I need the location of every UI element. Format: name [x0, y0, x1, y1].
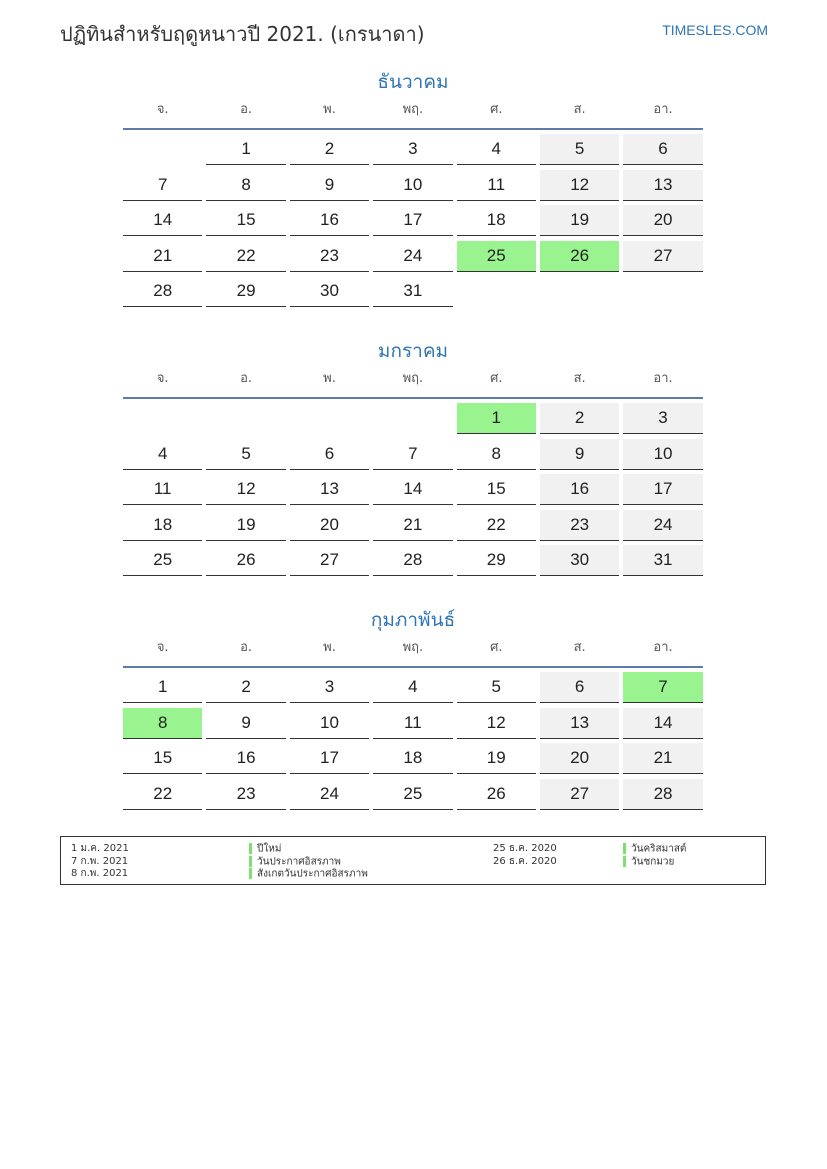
header-divider — [123, 397, 703, 399]
day-cell: 29 — [206, 276, 285, 307]
legend-holiday-name: วันประกาศอิสรภาพ — [257, 856, 341, 867]
legend-date: 7 ก.พ. 2021 — [71, 855, 129, 867]
day-cell: 10 — [373, 170, 452, 201]
day-cell: 5 — [540, 134, 619, 165]
day-grid — [123, 403, 703, 581]
day-cell: 19 — [540, 205, 619, 236]
empty-cell — [623, 276, 702, 306]
weekday-label: ศ. — [490, 640, 503, 655]
day-cell: 1 — [123, 672, 202, 703]
day-cell: 11 — [457, 170, 536, 201]
weekday-label: อ. — [240, 102, 253, 117]
day-cell: 9 — [540, 439, 619, 470]
empty-cell — [457, 276, 536, 306]
day-cell: 12 — [206, 474, 285, 505]
month-title: ธันวาคม — [377, 71, 449, 93]
holiday-color-mark — [623, 856, 626, 867]
holiday-day-cell: 26 — [540, 241, 619, 272]
day-cell: 20 — [290, 510, 369, 541]
legend-date: 26 ธ.ค. 2020 — [493, 855, 557, 867]
day-cell: 22 — [123, 779, 202, 810]
page-header — [60, 18, 768, 48]
brand-link[interactable]: TIMESLES.COM — [662, 22, 768, 38]
legend-date: 25 ธ.ค. 2020 — [493, 843, 557, 854]
day-grid — [123, 672, 703, 814]
weekday-label: พฤ. — [402, 102, 424, 117]
day-cell: 4 — [123, 439, 202, 470]
day-cell: 25 — [123, 545, 202, 576]
weekday-label: พ. — [323, 102, 336, 117]
legend-date: 1 ม.ค. 2021 — [71, 843, 129, 854]
day-cell: 13 — [290, 474, 369, 505]
empty-cell — [373, 403, 452, 433]
day-cell: 24 — [623, 510, 702, 541]
legend-holiday-name: วันคริสมาสต์ — [631, 843, 687, 855]
day-cell: 5 — [206, 439, 285, 470]
day-cell: 3 — [290, 672, 369, 703]
day-cell: 21 — [373, 510, 452, 541]
month-january — [123, 335, 703, 581]
weekday-label: จ. — [156, 640, 169, 655]
month-december — [123, 66, 703, 312]
day-cell: 10 — [290, 708, 369, 739]
day-cell: 5 — [457, 672, 536, 703]
day-grid — [123, 134, 703, 312]
weekday-label: ส. — [573, 640, 586, 655]
empty-cell — [123, 134, 202, 164]
day-cell: 16 — [290, 205, 369, 236]
day-cell: 15 — [123, 743, 202, 774]
day-cell: 20 — [540, 743, 619, 774]
day-cell: 3 — [373, 134, 452, 165]
empty-cell — [540, 276, 619, 306]
day-cell: 24 — [290, 779, 369, 810]
day-cell: 6 — [290, 439, 369, 470]
day-cell: 6 — [540, 672, 619, 703]
weekday-label: ศ. — [490, 102, 503, 117]
day-cell: 13 — [540, 708, 619, 739]
legend-dates-right — [493, 843, 557, 868]
day-cell: 6 — [623, 134, 702, 165]
day-cell: 22 — [206, 241, 285, 272]
day-cell: 18 — [373, 743, 452, 774]
weekday-label: ส. — [573, 102, 586, 117]
day-cell: 15 — [206, 205, 285, 236]
day-cell: 8 — [206, 170, 285, 201]
day-cell: 28 — [623, 779, 702, 810]
day-cell: 11 — [123, 474, 202, 505]
holiday-day-cell: 8 — [123, 708, 202, 739]
day-cell: 3 — [623, 403, 702, 434]
holiday-day-cell: 1 — [457, 403, 536, 434]
day-cell: 4 — [373, 672, 452, 703]
day-cell: 12 — [540, 170, 619, 201]
weekday-header — [123, 367, 703, 391]
holiday-color-mark — [249, 856, 252, 867]
day-cell: 21 — [123, 241, 202, 272]
holiday-day-cell: 25 — [457, 241, 536, 272]
day-cell: 31 — [373, 276, 452, 307]
day-cell: 26 — [206, 545, 285, 576]
day-cell: 30 — [290, 276, 369, 307]
weekday-header — [123, 98, 703, 122]
day-cell: 19 — [206, 510, 285, 541]
day-cell: 27 — [540, 779, 619, 810]
day-cell: 9 — [290, 170, 369, 201]
legend-names-right — [623, 843, 686, 868]
day-cell: 17 — [373, 205, 452, 236]
weekday-label: จ. — [156, 371, 169, 386]
weekday-label: อา. — [653, 371, 673, 386]
day-cell: 16 — [206, 743, 285, 774]
weekday-label: ส. — [573, 371, 586, 386]
day-cell: 18 — [123, 510, 202, 541]
day-cell: 23 — [540, 510, 619, 541]
weekday-label: อ. — [240, 371, 253, 386]
weekday-label: จ. — [156, 102, 169, 117]
day-cell: 2 — [290, 134, 369, 165]
day-cell: 30 — [540, 545, 619, 576]
day-cell: 17 — [623, 474, 702, 505]
weekday-label: พฤ. — [402, 640, 424, 655]
day-cell: 25 — [373, 779, 452, 810]
weekday-label: อ. — [240, 640, 253, 655]
day-cell: 14 — [123, 205, 202, 236]
day-cell: 29 — [457, 545, 536, 576]
day-cell: 27 — [290, 545, 369, 576]
month-title: กุมภาพันธ์ — [370, 609, 456, 631]
weekday-label: ศ. — [490, 371, 503, 386]
day-cell: 17 — [290, 743, 369, 774]
header-divider — [123, 666, 703, 668]
day-cell: 15 — [457, 474, 536, 505]
holiday-color-mark — [249, 843, 252, 854]
day-cell: 26 — [457, 779, 536, 810]
day-cell: 1 — [206, 134, 285, 165]
day-cell: 22 — [457, 510, 536, 541]
day-cell: 14 — [623, 708, 702, 739]
legend-date: 8 ก.พ. 2021 — [71, 868, 129, 879]
day-cell: 27 — [623, 241, 702, 272]
month-february — [123, 604, 703, 814]
empty-cell — [123, 403, 202, 433]
day-cell: 7 — [123, 170, 202, 201]
day-cell: 18 — [457, 205, 536, 236]
day-cell: 20 — [623, 205, 702, 236]
empty-cell — [206, 403, 285, 433]
day-cell: 23 — [290, 241, 369, 272]
weekday-label: พ. — [323, 371, 336, 386]
day-cell: 13 — [623, 170, 702, 201]
weekday-header — [123, 636, 703, 660]
day-cell: 10 — [623, 439, 702, 470]
legend-holiday-name: วันชกมวย — [631, 856, 675, 867]
legend-dates-left — [71, 843, 129, 881]
header-divider — [123, 128, 703, 130]
weekday-label: อา. — [653, 102, 673, 117]
day-cell: 19 — [457, 743, 536, 774]
legend-holiday-name: สังเกตวันประกาศอิสรภาพ — [257, 868, 368, 880]
day-cell: 16 — [540, 474, 619, 505]
page-title: ปฏิทินสำหรับฤดูหนาวปี 2021. (เกรนาดา) — [60, 22, 425, 46]
month-title: มกราคม — [377, 340, 449, 362]
day-cell: 23 — [206, 779, 285, 810]
holiday-color-mark — [249, 868, 252, 879]
legend-names-left — [249, 843, 368, 881]
day-cell: 28 — [373, 545, 452, 576]
day-cell: 31 — [623, 545, 702, 576]
day-cell: 11 — [373, 708, 452, 739]
weekday-label: พฤ. — [402, 371, 424, 386]
weekday-label: พ. — [323, 640, 336, 655]
day-cell: 9 — [206, 708, 285, 739]
day-cell: 12 — [457, 708, 536, 739]
holiday-day-cell: 7 — [623, 672, 702, 703]
day-cell: 14 — [373, 474, 452, 505]
day-cell: 28 — [123, 276, 202, 307]
day-cell: 4 — [457, 134, 536, 165]
day-cell: 21 — [623, 743, 702, 774]
holiday-color-mark — [623, 843, 626, 854]
day-cell: 7 — [373, 439, 452, 470]
day-cell: 24 — [373, 241, 452, 272]
weekday-label: อา. — [653, 640, 673, 655]
day-cell: 8 — [457, 439, 536, 470]
legend-holiday-name: ปีใหม่ — [257, 843, 282, 855]
holiday-legend — [60, 836, 766, 885]
day-cell: 2 — [540, 403, 619, 434]
day-cell: 2 — [206, 672, 285, 703]
empty-cell — [290, 403, 369, 433]
